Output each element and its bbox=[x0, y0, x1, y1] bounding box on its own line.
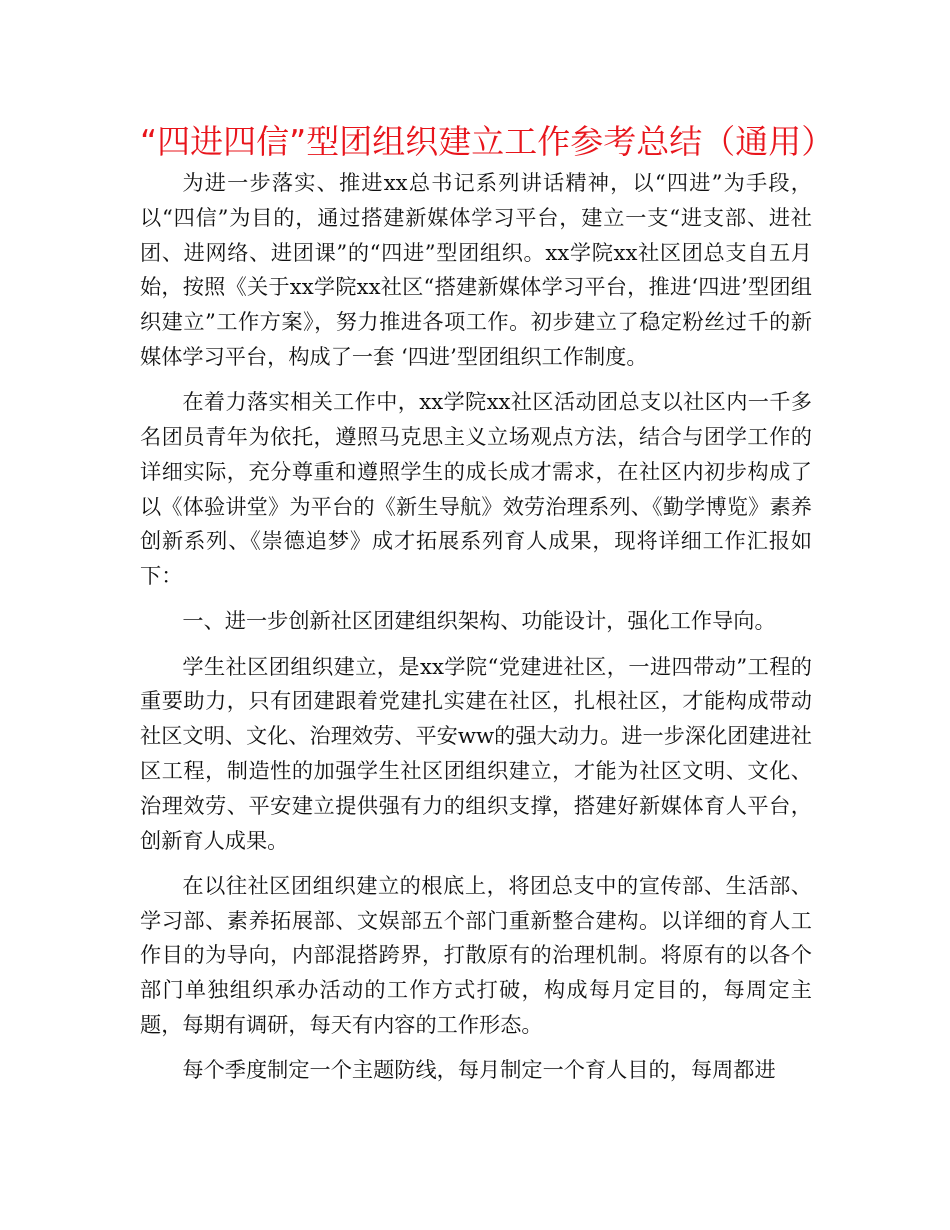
section-heading-1: 一、进一步创新社区团建组织架构、功能设计，强化工作导向。 bbox=[182, 608, 776, 634]
paragraph-restructure: 在以往社区团组织建立的根底上，将团总支中的宣传部、生活部、学习部、素养拓展部、文娱部五个部门重新整合建构。以详细的育人工作目的为导向，内部混搭跨界，打散原有的治理机制。将原有的以各个部门单独组织承办活动的工作方式打破，构成每月定目的，每周定主题，每期有调研，每天有内容的工作形态。 bbox=[140, 872, 812, 1037]
document-body bbox=[140, 166, 812, 1088]
paragraph-intro: 为进一步落实、推进xx总书记系列讲话精神，以“四进”为手段，以“四信”为目的，通过搭建新媒体学习平台，建立一支“进支部、进社团、进网络、进团课”的“四进”型团组织。xx学院xx社区团总支自五月始，按照《关于xx学院xx社区“搭建新媒体学习平台，推进‘四进’型团组织建立”工作方案》，努力推进各项工作。初步建立了稳定粉丝过千的新媒体学习平台，构成了一套 ‘四进’型团组织工作制度。 bbox=[140, 170, 812, 369]
paragraph-quarterly-theme: 每个季度制定一个主题防线，每月制定一个育人目的，每周都进 bbox=[182, 1057, 776, 1083]
document-title: “四进四信”型团组织建立工作参考总结（通用） bbox=[140, 122, 835, 161]
paragraph-work-report: 在着力落实相关工作中，xx学院xx社区活动团总支以社区内一千多名团员青年为依托，遵照马克思主义立场观点方法，结合与团学工作的详细实际，充分尊重和遵照学生的成长成才需求，在社区内初步构成了以《体验讲堂》为平台的《新生导航》效劳治理系列、《勤学博览》素养创新系列、《崇德追梦》成才拓展系列育人成果，现将详细工作汇报如下： bbox=[140, 389, 812, 589]
paragraph-community-building: 学生社区团组织建立，是xx学院“党建进社区，一进四带动”工程的重要助力，只有团建跟着党建扎实建在社区，扎根社区，才能构成带动社区文明、文化、治理效劳、平安ww的强大动力。进一步深化团建进社区工程，制造性的加强学生社区团组织建立，才能为社区文明、文化、治理效劳、平安建立提供强有力的组织支撑，搭建好新媒体育人平台，创新育人成果。 bbox=[140, 653, 812, 853]
